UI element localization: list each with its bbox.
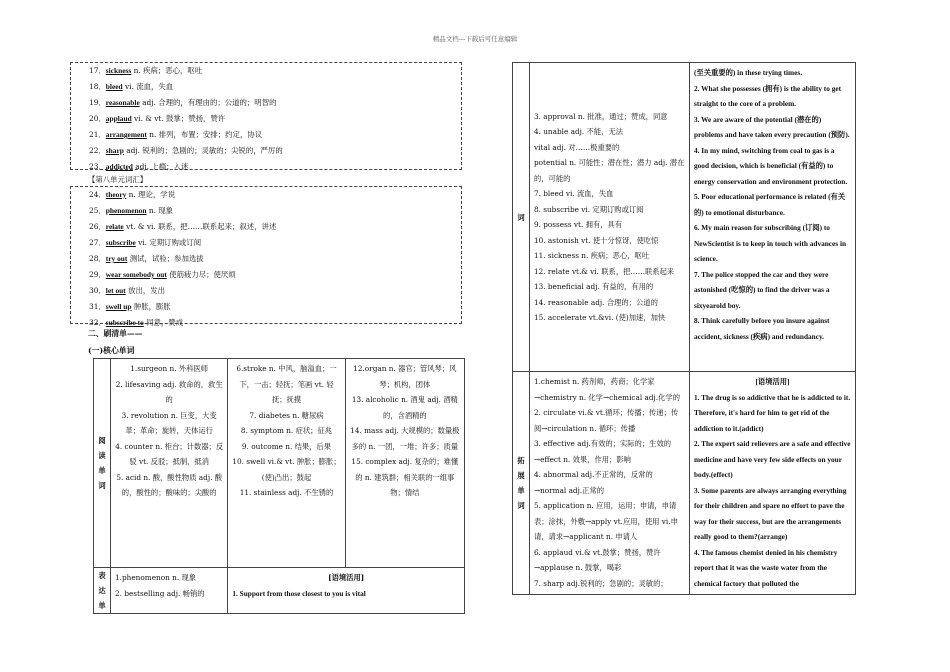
item-meaning: 测试，试验；参加选拔 <box>127 254 204 263</box>
line-item: vital adj. 对……极重要的 <box>533 142 620 152</box>
line-item: 12.organ n. 器官；管风琴；风琴；机构，团体 <box>353 364 457 389</box>
line-item: 7. bleed vi. 流血，失血 <box>533 189 614 198</box>
line-item: 11. sickness n. 疾病；恶心，呕吐 <box>533 251 650 260</box>
line-item: 8. symptom n. 症状；征兆 <box>240 426 333 435</box>
item-meaning: 同意，赞成 <box>143 318 184 327</box>
line-item: 2. What she possesses (拥有) is the ability to get straight to the core of a problem. <box>694 83 842 108</box>
line-item: 4. abnormal adj.不正常的，反常的→normal adj.正常的 <box>533 470 653 495</box>
line-item: 11. stainless adj. 不生锈的 <box>239 488 334 497</box>
line-item: 6. My main reason for subscribing (订阅) to NewScientist is to keep in touch with advances in science. <box>694 223 847 263</box>
item-number: 29． <box>89 270 106 279</box>
vocab-item <box>71 235 461 251</box>
express-items <box>111 568 228 614</box>
vocab-item <box>71 219 461 235</box>
line-item: 4. counter n. 柜台；计数器；反驳 vt. 反驳；抵制，抵消 <box>115 441 224 466</box>
item-meaning: 使筋疲力尽；使厌烦 <box>166 270 236 279</box>
item-word: sickness <box>105 66 132 75</box>
extension-words <box>529 372 689 595</box>
line-item: 14. reasonable adj. 合理的；公道的 <box>533 297 658 307</box>
item-word: phenomenon <box>105 206 147 215</box>
line-item: 13. beneficial adj. 有益的，有用的 <box>533 282 654 291</box>
context-sentences <box>690 63 856 372</box>
item-meaning: 肿胀，膨胀 <box>131 302 171 311</box>
line-item: potential n. 可能性；潜在性；潜力 adj. 潜在的，可能的 <box>533 158 685 183</box>
vocab-item <box>71 299 461 315</box>
item-word: let out <box>105 286 126 295</box>
line-item: 12. relate vt.& vi. 联系，把……联系起来 <box>533 266 675 276</box>
vocab-item <box>71 63 461 79</box>
line-item: 7. The police stopped the car and they were astonished (吃惊的) to find the driver was a sixyearold boy. <box>694 269 830 310</box>
item-number: 26． <box>89 222 106 231</box>
line-item: 2. lifesaving adj. 救命的，救生的 <box>115 379 223 404</box>
line-item: 15. accelerate vt.&vi. (使)加速，加快 <box>533 313 666 322</box>
line-item: 6. applaud vi.& vt.鼓掌；赞扬，赞许→applause n. 鼓掌，喝彩 <box>533 547 661 572</box>
line-item: 10. swell vi.& vt. 肿胀；膨胀；(使)凸出；鼓起 <box>232 457 341 482</box>
item-word: relate <box>105 222 124 231</box>
page-header: 精品文档---下载后可任意编辑 <box>432 35 518 43</box>
line-item: 9. possess vt. 拥有，具有 <box>533 220 623 229</box>
item-meaning: vi. 流血，失血 <box>122 82 174 91</box>
vocab-item <box>71 283 461 299</box>
item-number: 25． <box>89 206 106 215</box>
line-item: 1.surgeon n. 外科医师 <box>130 364 209 373</box>
vocab-item <box>71 79 461 95</box>
item-meaning: n. 疾病；恶心，呕吐 <box>131 66 203 75</box>
line-item: 6.stroke n. 中风，脑溢血；一下，一击；轻抚；笔画 vt. 轻抚；抚摸 <box>236 364 337 404</box>
reading-col-1 <box>111 359 228 568</box>
item-number: 28． <box>89 254 106 263</box>
vocab-item <box>71 251 461 267</box>
reading-label: 阅读单词 <box>94 359 111 568</box>
item-word: reasonable <box>105 98 140 107</box>
express-label: 表达单 <box>94 568 111 614</box>
item-word: bleed <box>105 82 123 91</box>
reading-col-2 <box>228 359 345 568</box>
line-item: 1.phenomenon n. 现象 <box>115 573 197 582</box>
item-meaning: n. 理论，学说 <box>126 190 176 199</box>
express-context <box>228 568 465 614</box>
line-item: 8. subscribe vi. 定期订购或订阅 <box>533 204 644 214</box>
item-number: 30． <box>89 286 106 295</box>
line-item: 3. approval n. 批准，通过；赞成，同意 <box>533 111 668 121</box>
item-number: 21． <box>89 130 106 139</box>
reading-words-table <box>93 358 465 614</box>
line-item: 2. The expert said relievers are a safe and effective medicine and have very few side effects on your body.(effect) <box>694 439 851 479</box>
vocab-item <box>71 267 461 283</box>
line-item: 4. unable adj. 不能，无法 <box>533 127 624 136</box>
line-item: 4. In my mind, switching from coal to gas is a good decision, which is beneficial (有益的) to energy conservation and environment protection. <box>694 145 848 186</box>
line-item: 1. The drug is so addictive that he is addicted to it. Therefore, it's hard for him to get rid of the addiction to it.(addict) <box>694 392 851 433</box>
item-word: applaud <box>105 114 132 123</box>
word-label: 词 <box>513 63 530 372</box>
item-word: theory <box>105 190 127 199</box>
line-item: 5. acid n. 酸，酸性物质 adj. 酸的，酸性的；酸味的；尖酸的 <box>116 472 223 497</box>
item-meaning: vi. & vt. 鼓掌；赞扬，赞许 <box>131 114 226 123</box>
line-item: 10. astonish vt. 使十分惊讶，使吃惊 <box>533 235 659 245</box>
line-item: 7. sharp adj.锐利的；急剧的；灵敏的； <box>533 578 668 588</box>
line-item: (至关重要的) in these trying times. <box>694 68 803 77</box>
vocab-item <box>71 159 461 175</box>
core-words <box>529 63 689 372</box>
vocab-item <box>71 187 461 203</box>
line-item: 8. Think carefully before you insure against accident, sickness (疾病) and redundancy. <box>694 316 830 341</box>
line-item: 3. Some parents are always arranging everything for their children and spare no effort to pave the way for their success, but are the arrangements really good to them?(arrange) <box>694 485 847 541</box>
ext-context-title: [语境活用] <box>755 377 790 386</box>
right-table <box>512 62 856 595</box>
item-word: addicted <box>105 162 133 171</box>
item-number: 17． <box>89 66 106 75</box>
item-number: 31． <box>89 302 106 311</box>
line-item: 2. circulate vi.& vt.循环；传播；传递；传阅→circulation n. 循环；传播 <box>533 408 679 433</box>
line-item: 2. bestselling adj. 畅销的 <box>115 588 205 598</box>
vocab-item <box>71 143 461 159</box>
express-sentence: 1. Support from those closest to you is vital <box>232 588 366 598</box>
item-number: 32． <box>89 318 106 327</box>
item-word: arrangement <box>105 130 147 139</box>
item-number: 19． <box>89 98 106 107</box>
item-number: 20． <box>89 114 106 123</box>
reading-col-3 <box>345 359 464 568</box>
item-number: 23． <box>89 162 106 171</box>
vocab-list-unit8 <box>70 186 462 327</box>
item-word: wear somebody out <box>105 270 167 279</box>
vocab-item <box>71 127 461 143</box>
item-number: 22． <box>89 146 106 155</box>
item-number: 27． <box>89 238 106 247</box>
item-meaning: 放出，发出 <box>125 286 166 295</box>
item-meaning: n. 排列，布置；安排；约定，协议 <box>146 130 263 139</box>
ext-context <box>690 372 856 595</box>
express-context-title: [语境活用] <box>328 573 365 582</box>
ext-label: 拓展单词 <box>513 372 530 595</box>
item-word: swell up <box>105 302 132 311</box>
line-item: 3. effective adj.有效的；实际的；生效的→effect n. 效果，作用；影响 <box>533 439 672 464</box>
item-meaning: adj. 锐利的；急剧的；灵敏的；尖锐的，严厉的 <box>123 146 283 155</box>
line-item: 4. The famous chemist denied in his chemistry report that it was the waste water from the chemical factory that polluted the <box>694 547 838 588</box>
line-item: 9. outcome n. 结果，后果 <box>241 441 332 451</box>
section-title: 二、刷清单—— <box>88 329 143 338</box>
item-meaning: vi. 定期订购或订阅 <box>135 238 202 247</box>
vocab-item <box>71 203 461 219</box>
item-meaning: adj. 上瘾；入迷 <box>132 162 189 171</box>
unit-tag: 【第八单元词汇】 <box>88 175 148 184</box>
item-meaning: n. 现象 <box>146 206 174 215</box>
line-item: 7. diabetes n. 糖尿病 <box>249 410 324 420</box>
item-word: subscribe <box>105 238 136 247</box>
item-number: 24． <box>89 190 106 199</box>
vocab-item <box>71 111 461 127</box>
line-item: 13. alcoholic n. 酒鬼 adj. 酒精的，含酒精的 <box>351 395 458 420</box>
line-item: 3. revolution n. 巨变，大变革；革命；旋转，天体运行 <box>121 410 217 435</box>
item-meaning: adj. 合理的，有理由的；公道的；明智的 <box>139 98 277 107</box>
item-word: try out <box>105 254 128 263</box>
line-item: 5. Poor educational performance is related (有关的) to emotional disturbance. <box>694 192 846 217</box>
item-word: sharp <box>105 146 124 155</box>
line-item: 15. complex adj. 复杂的；难懂的 n. 建筑群；相关联的一组事物；情结 <box>351 457 459 497</box>
vocab-list-top <box>70 62 462 170</box>
line-item: 1.chemist n. 药剂师，药商；化学家→chemistry n. 化学→chemical adj.化学的 <box>533 377 681 402</box>
item-number: 18． <box>89 82 106 91</box>
line-item: 14. mass adj. 大规模的；数量极多的 n. 一团，一堆；许多；质量 <box>350 426 460 451</box>
item-meaning: vt. & vi. 联系，把……联系起来；叙述，讲述 <box>123 222 277 231</box>
vocab-item <box>71 95 461 111</box>
item-word: subscribe to <box>105 318 144 327</box>
line-item: 3. We are aware of the potential (潜在的) problems and have taken every precaution (预防). <box>694 114 850 139</box>
subsection-title: (一)核心单词 <box>88 346 135 355</box>
line-item: 5. application n. 应用，运用；申请，申请表；涂抹，外敷→apply vt.应用，使用 vi.申请，请求→applicant n. 申请人 <box>533 501 678 541</box>
